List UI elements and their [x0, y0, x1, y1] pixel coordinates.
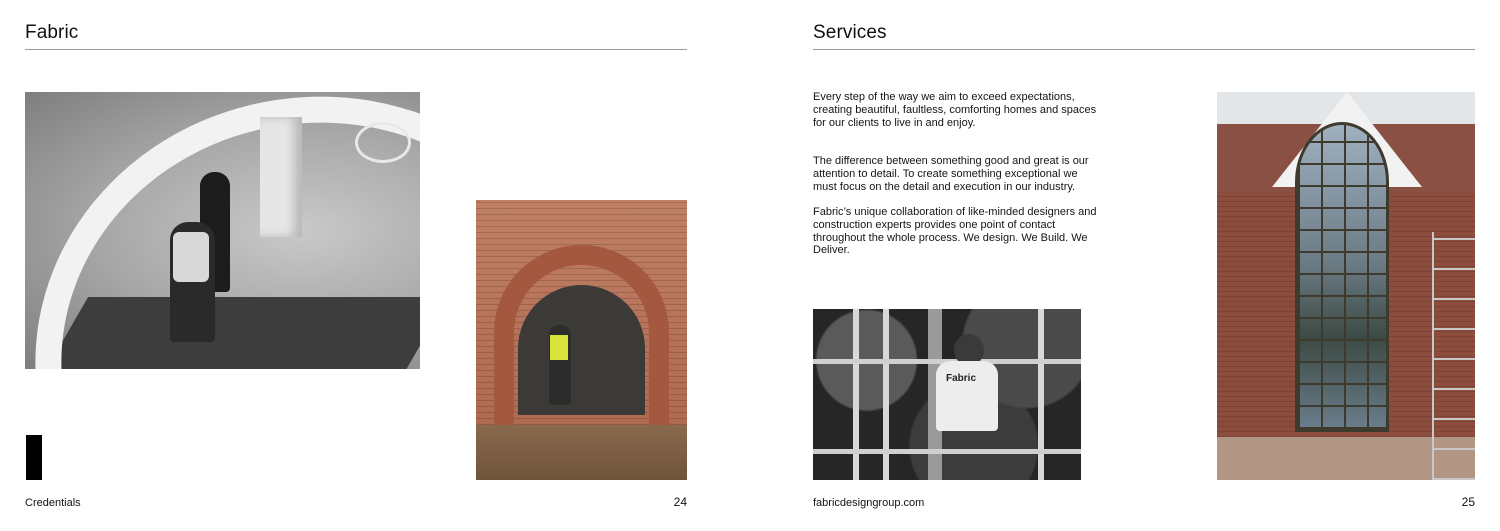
footer-website: fabricdesigngroup.com	[813, 497, 925, 509]
vest-logo: Fabric	[946, 373, 977, 384]
brick-arch-photo	[476, 200, 687, 480]
scaffolding-worker-photo	[813, 309, 1081, 480]
footer-label: Credentials	[25, 497, 81, 509]
services-paragraph-3: Fabric’s unique collaboration of like-minded designers and construction experts provides one point of contact throughout the whole process. We design. We Build. We Deliver.	[813, 206, 1097, 257]
site-meeting-photo	[25, 92, 420, 369]
right-page	[750, 0, 1500, 531]
services-paragraph-2: The difference between something good and great is our attention to detail. To create something exceptional we must focus on the detail and execution in our industry.	[813, 155, 1089, 193]
title-divider	[25, 49, 687, 50]
brick-house-window-photo	[1217, 92, 1475, 480]
title-divider	[813, 49, 1475, 50]
page-title-fabric: Fabric	[25, 22, 79, 43]
page-number: 24	[673, 495, 687, 509]
black-marker-block	[26, 435, 42, 480]
page-title-services: Services	[813, 22, 887, 43]
services-paragraph-1: Every step of the way we aim to exceed expectations, creating beautiful, faultless, comforting homes and spaces for our clients to live in and enjoy.	[813, 91, 1097, 129]
page-number: 25	[1461, 495, 1475, 509]
